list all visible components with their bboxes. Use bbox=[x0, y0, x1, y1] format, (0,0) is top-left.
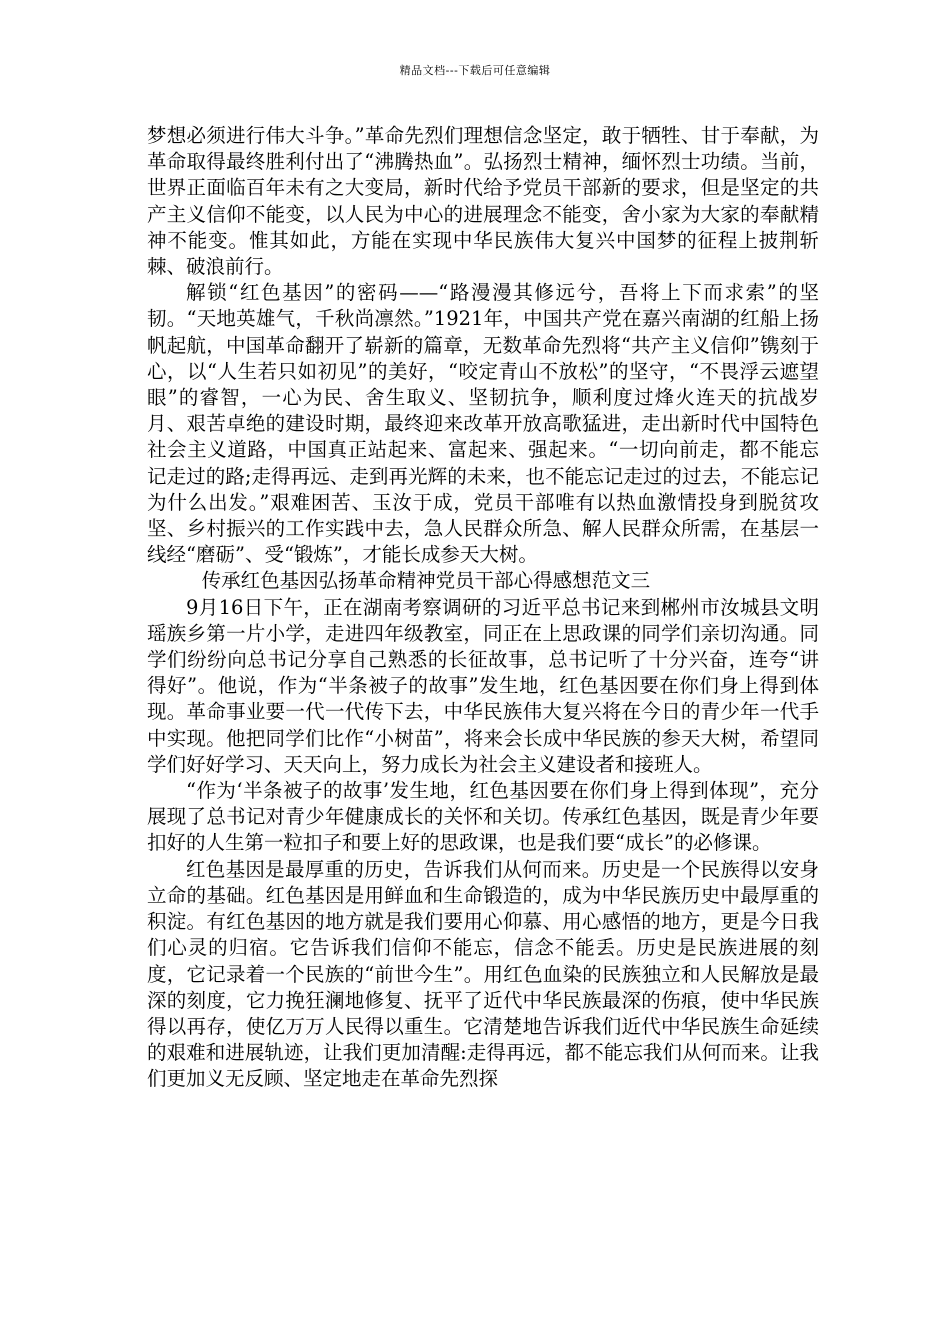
paragraph: 梦想必须进行伟大斗争。”革命先烈们理想信念坚定，敢于牺牲、甘于奉献，为革命取得最终胜利付出了“沸腾热血”。弘扬烈士精神，缅怀烈士功绩。当前，世界正面临百年未有之大变局，新时代给予党员干部新的要求，但是坚定的共产主义信仰不能变，以人民为中心的进展理念不能变，舍小家为大家的奉献精神不能变。惟其如此，方能在实现中华民族伟大复兴中国梦的征程上披荆斩棘、破浪前行。 bbox=[147, 124, 819, 279]
paragraph: 9月16日下午，正在湖南考察调研的习近平总书记来到郴州市汝城县文明瑶族乡第一片小学，走进四年级教室，同正在上思政课的同学们亲切沟通。同学们纷纷向总书记分享自己熟悉的长征故事，总书记听了十分兴奋，连夸“讲得好”。他说，作为“半条被子的故事”发生地，红色基因要在你们身上得到体现。革命事业要一代一代传下去，中华民族伟大复兴将在今日的青少年一代手中实现。他把同学们比作“小树苗”，将来会长成中华民族的参天大树，希望同学们好好学习、天天向上，努力成长为社会主义建设者和接班人。 bbox=[147, 595, 819, 776]
page-header: 精品文档---下载后可任意编辑 bbox=[399, 64, 551, 77]
paragraph: “作为‘半条被子的故事’发生地，红色基因要在你们身上得到体现”，充分展现了总书记对青少年健康成长的关怀和关切。传承红色基因，既是青少年要扣好的人生第一粒扣子和要上好的思政课，也是我们要“成长”的必修课。 bbox=[147, 779, 819, 855]
paragraph: 解锁“红色基因”的密码——“路漫漫其修远兮，吾将上下而求索”的坚韧。“天地英雄气，千秋尚凛然。”1921年，中国共产党在嘉兴南湖的红船上扬帆起航，中国革命翻开了崭新的篇章，无数革命先烈将“共产主义信仰”镌刻于心，以“人生若只如初见”的美好，“咬定青山不放松”的坚守，“不畏浮云遮望眼”的睿智，一心为民、舍生取义、坚韧抗争，顺利度过烽火连天的抗战岁月、艰苦卓绝的建设时期，最终迎来改革开放高歌猛进，走出新时代中国特色社会主义道路，中国真正站起来、富起来、强起来。“一切向前走，都不能忘记走过的路;走得再远、走到再光辉的未来，也不能忘记走过的过去，不能忘记为什么出发。”艰难困苦、玉汝于成，党员干部唯有以热血激情投身到脱贫攻坚、乡村振兴的工作实践中去，急人民群众所急、解人民群众所需，在基层一线经“磨砺”、受“锻炼”，才能长成参天大树。 bbox=[147, 281, 819, 567]
paragraph: 红色基因是最厚重的历史，告诉我们从何而来。历史是一个民族得以安身立命的基础。红色基因是用鲜血和生命锻造的，成为中华民族历史中最厚重的积淀。有红色基因的地方就是我们要用心仰慕、用心感悟的地方，更是今日我们心灵的归宿。它告诉我们信仰不能忘，信念不能丢。历史是民族进展的刻度，它记录着一个民族的“前世今生”。用红色血染的民族独立和人民解放是最深的刻度，它力挽狂澜地修复、抚平了近代中华民族最深的伤痕，使中华民族得以再存，使亿万万人民得以重生。它清楚地告诉我们近代中华民族生命延续的艰难和进展轨迹，让我们更加清醒:走得再远，都不能忘我们从何而来。让我们更加义无反顾、坚定地走在革命先烈探 bbox=[147, 857, 819, 1091]
document-body bbox=[147, 123, 819, 1093]
section-heading: 传承红色基因弘扬革命精神党员干部心得感想范文三 bbox=[201, 569, 651, 593]
